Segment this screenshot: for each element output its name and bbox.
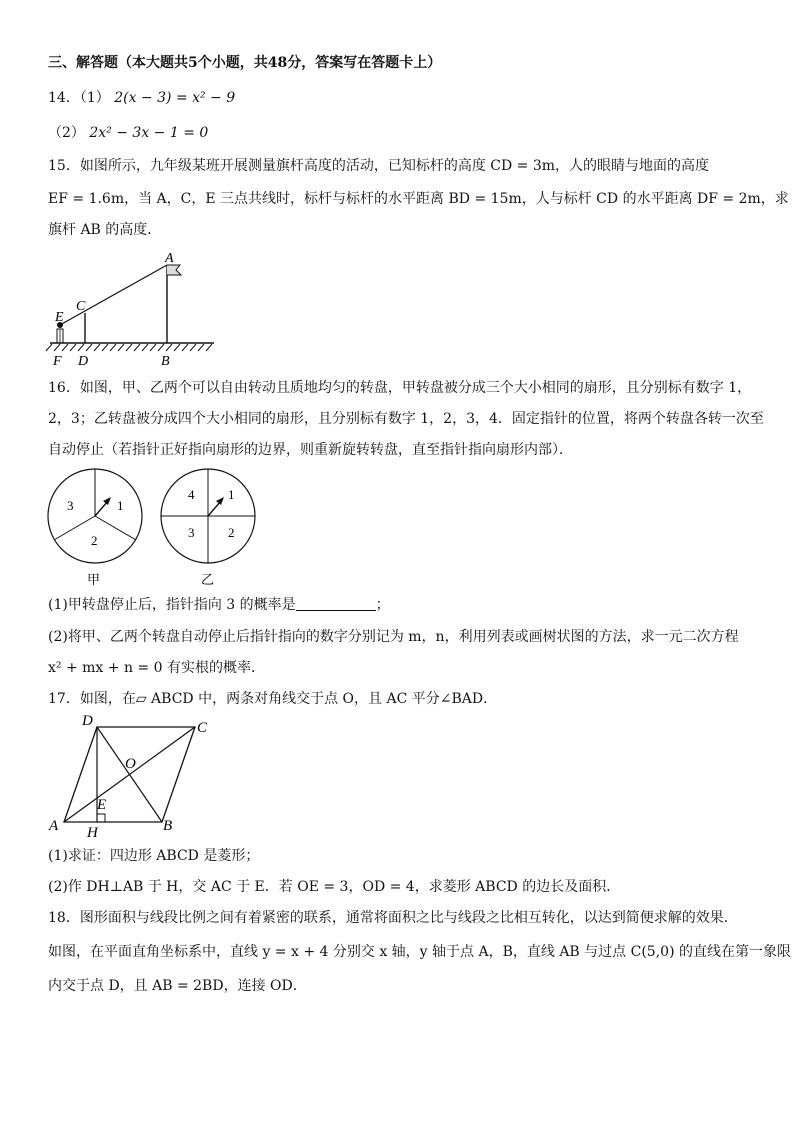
q17-line1: 17．如图，在▱ ABCD 中，两条对角线交于点 O，且 AC 平分∠BAD．: [48, 691, 498, 707]
q15-line2: EF = 1.6m，当 A，C，E 三点共线时，标杆与标杆的水平距离 BD = 15m，人与标杆 CD 的水平距离 DF = 2m，求: [48, 191, 789, 207]
q14-part2: [48, 123, 208, 143]
q16-part1-text: (1)甲转盘停止后，指针指向 3 的概率是: [48, 597, 296, 613]
q16-part1-end: ；: [375, 597, 390, 613]
q14-part1-label: （1）: [79, 90, 110, 106]
jia-label: 甲: [87, 572, 101, 587]
section-heading: 三、解答题（本大题共5个小题，共48分，答案写在答题卡上）: [48, 55, 442, 71]
yi-number-2: 2: [228, 525, 235, 540]
spinner-yi: [161, 469, 255, 587]
q17-rhombus-figure: [45, 710, 215, 840]
q16-spinners-figure: [45, 468, 275, 593]
yi-number-4: 4: [188, 487, 195, 502]
q17-label-e: E: [97, 797, 107, 813]
q18-line1: 18．图形面积与线段比例之间有着紧密的联系，通常将面积之比与线段之比相互转化，以达到简便求解的效果．: [48, 910, 738, 926]
q17-label-o: O: [125, 756, 136, 772]
q15-label-a: A: [165, 251, 174, 266]
q16-line3: 自动停止（若指针正好指向扇形的边界，则重新旋转转盘，直至指针指向扇形内部）．: [48, 442, 573, 458]
q14-number: 14．: [48, 90, 80, 106]
yi-label: 乙: [201, 572, 215, 587]
q15-flagpole-figure: [40, 245, 220, 370]
q18-line2: 如图，在平面直角坐标系中，直线 y = x + 4 分别交 x 轴，y 轴于点 A，B，直线 AB 与过点 C(5,0) 的直线在第一象限: [48, 944, 791, 960]
q15-label-b: B: [161, 354, 170, 369]
q17-label-h: H: [87, 825, 98, 841]
spinner-jia: [48, 469, 142, 587]
q17-label-a: A: [49, 818, 59, 834]
q15-label-d: D: [78, 354, 89, 369]
q16-part1: [48, 595, 390, 615]
q15-label-e: E: [55, 310, 64, 325]
q17-part1: (1)求证：四边形 ABCD 是菱形；: [48, 848, 260, 864]
jia-number-2: 2: [91, 533, 98, 548]
q17-label-b: B: [163, 818, 173, 834]
q15-label-c: C: [76, 299, 86, 314]
q14-part2-equation: 2x² − 3x − 1 = 0: [89, 125, 209, 141]
q15-line1: 15．如图所示，九年级某班开展测量旗杆高度的活动，已知标杆的高度 CD = 3m，人的眼睛与地面的高度: [48, 158, 710, 174]
q17-label-c: C: [197, 720, 208, 736]
yi-number-3: 3: [188, 525, 195, 540]
q17-label-d: D: [82, 713, 93, 729]
q16-part2-line2: x² + mx + n = 0 有实根的概率．: [48, 660, 265, 676]
jia-number-1: 1: [117, 498, 124, 513]
q16-part2-line1: (2)将甲、乙两个转盘自动停止后指针指向的数字分别记为 m，n，利用列表或画树状图的方法，求一元二次方程: [48, 629, 739, 645]
q15-label-f: F: [53, 354, 62, 369]
jia-number-3: 3: [67, 498, 74, 513]
q14-part2-label: （2）: [48, 125, 85, 141]
yi-number-1: 1: [228, 487, 235, 502]
q16-line2: 2，3；乙转盘被分成四个大小相同的扇形，且分别标有数字 1，2，3，4．固定指针的位置，将两个转盘各转一次至: [48, 411, 764, 427]
q14-part1-equation: 2(x − 3) = x² − 9: [114, 90, 236, 106]
q17-part2: (2)作 DH⊥AB 于 H，交 AC 于 E．若 OE = 3，OD = 4，求菱形 ABCD 的边长及面积．: [48, 879, 621, 895]
q15-line3: 旗杆 AB 的高度．: [48, 222, 162, 238]
q16-line1: 16．如图，甲、乙两个可以自由转动且质地均匀的转盘，甲转盘被分成三个大小相同的扇形，且分别标有数字 1，: [48, 380, 752, 396]
q14-part1: [48, 88, 235, 108]
q18-line3: 内交于点 D，且 AB = 2BD，连接 OD．: [48, 978, 307, 994]
answer-blank[interactable]: [296, 596, 376, 611]
